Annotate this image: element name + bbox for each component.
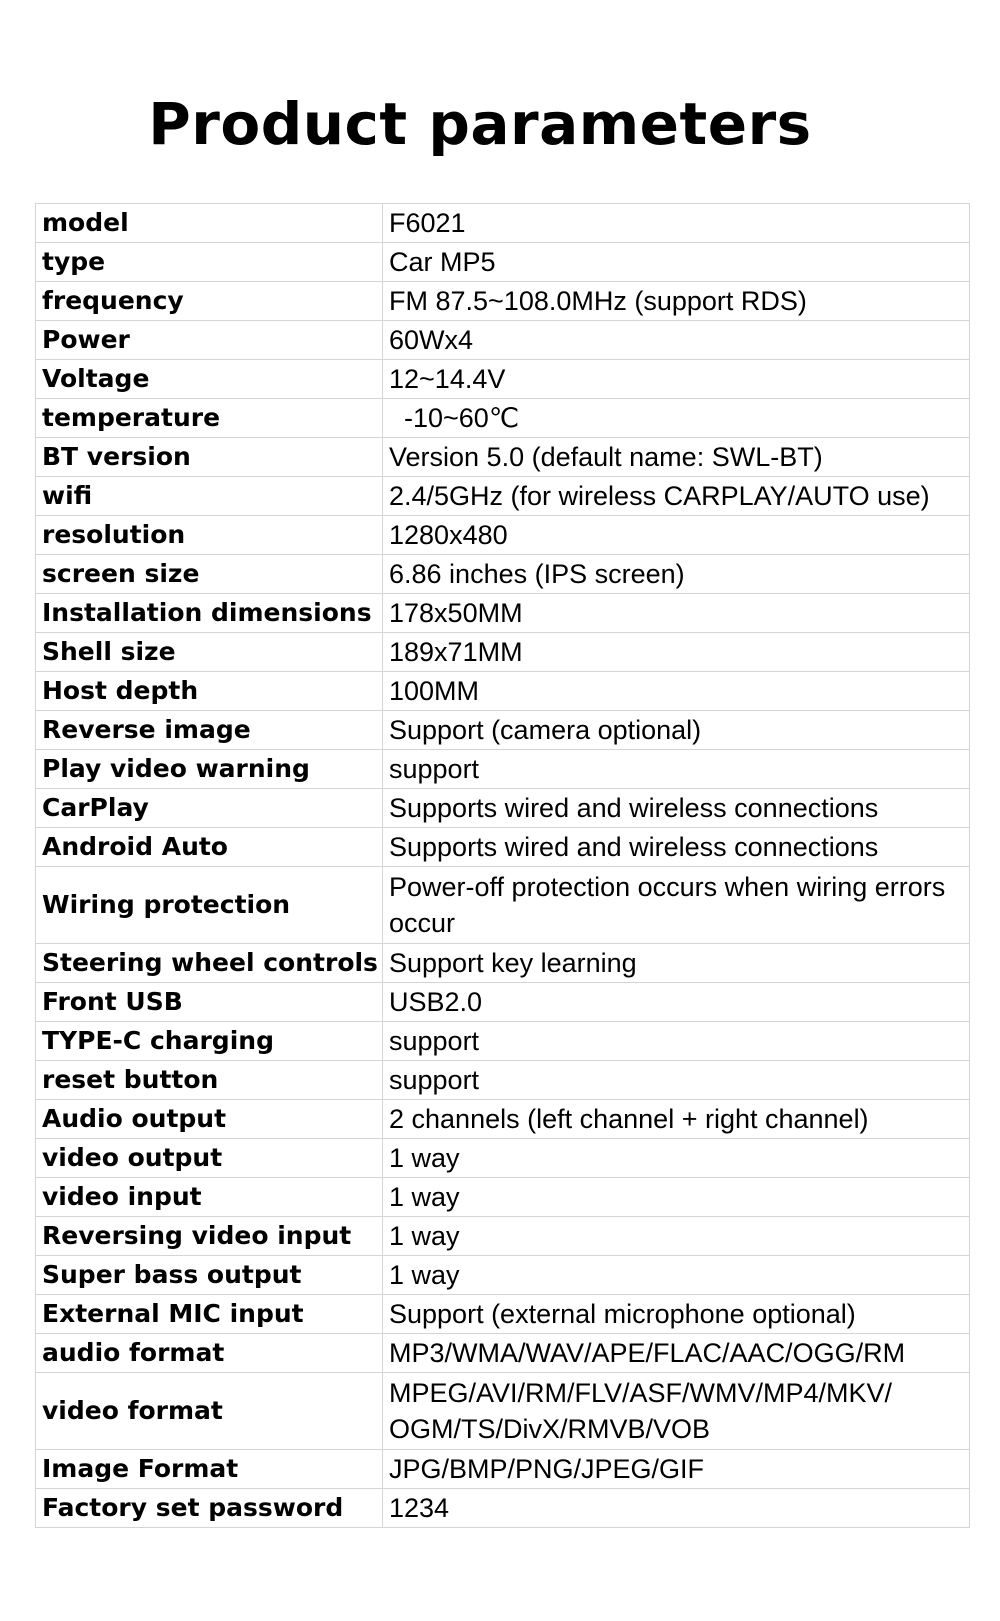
- spec-row: [36, 1061, 970, 1100]
- spec-value: Supports wired and wireless connections: [383, 789, 970, 828]
- spec-row: [36, 711, 970, 750]
- spec-value: USB2.0: [383, 983, 970, 1022]
- spec-row: [36, 399, 970, 438]
- spec-row: [36, 204, 970, 243]
- spec-label: Play video warning: [36, 750, 383, 789]
- spec-row: [36, 1295, 970, 1334]
- spec-value: 60Wx4: [383, 321, 970, 360]
- spec-row: [36, 1256, 970, 1295]
- spec-row: [36, 1178, 970, 1217]
- spec-label: Audio output: [36, 1100, 383, 1139]
- spec-label: Reversing video input: [36, 1217, 383, 1256]
- spec-row: [36, 867, 970, 944]
- spec-value: -10~60℃: [383, 399, 970, 438]
- spec-label: video format: [36, 1373, 383, 1450]
- spec-value: Supports wired and wireless connections: [383, 828, 970, 867]
- spec-label: reset button: [36, 1061, 383, 1100]
- spec-row: [36, 321, 970, 360]
- spec-value: Support (camera optional): [383, 711, 970, 750]
- spec-row: [36, 1022, 970, 1061]
- spec-row: [36, 594, 970, 633]
- spec-value: support: [383, 1061, 970, 1100]
- spec-value: Version 5.0 (default name: SWL-BT): [383, 438, 970, 477]
- spec-label: Shell size: [36, 633, 383, 672]
- spec-value: 100MM: [383, 672, 970, 711]
- spec-label: resolution: [36, 516, 383, 555]
- spec-label: screen size: [36, 555, 383, 594]
- spec-value: MPEG/AVI/RM/FLV/ASF/WMV/MP4/MKV/ OGM/TS/DivX/RMVB/VOB: [383, 1373, 970, 1450]
- spec-value: 1 way: [383, 1217, 970, 1256]
- spec-label: TYPE-C charging: [36, 1022, 383, 1061]
- spec-value: Support (external microphone optional): [383, 1295, 970, 1334]
- spec-value: support: [383, 750, 970, 789]
- spec-row: [36, 243, 970, 282]
- spec-label: frequency: [36, 282, 383, 321]
- spec-value: 1 way: [383, 1139, 970, 1178]
- spec-row: [36, 1139, 970, 1178]
- spec-label: video input: [36, 1178, 383, 1217]
- spec-value: 2.4/5GHz (for wireless CARPLAY/AUTO use): [383, 477, 970, 516]
- spec-label: External MIC input: [36, 1295, 383, 1334]
- spec-value: F6021: [383, 204, 970, 243]
- spec-value: 12~14.4V: [383, 360, 970, 399]
- spec-label: Power: [36, 321, 383, 360]
- spec-label: video output: [36, 1139, 383, 1178]
- spec-table-body: [36, 204, 970, 1528]
- spec-value: 1 way: [383, 1178, 970, 1217]
- spec-label: Voltage: [36, 360, 383, 399]
- spec-label: audio format: [36, 1334, 383, 1373]
- spec-row: [36, 750, 970, 789]
- spec-value: 2 channels (left channel + right channel): [383, 1100, 970, 1139]
- spec-label: BT version: [36, 438, 383, 477]
- spec-row: [36, 1217, 970, 1256]
- spec-row: [36, 477, 970, 516]
- spec-value: support: [383, 1022, 970, 1061]
- spec-label: Reverse image: [36, 711, 383, 750]
- spec-row: [36, 516, 970, 555]
- spec-value: 1234: [383, 1489, 970, 1528]
- spec-label: Front USB: [36, 983, 383, 1022]
- spec-row: [36, 438, 970, 477]
- spec-table: [35, 203, 970, 1528]
- spec-row: [36, 1100, 970, 1139]
- spec-value: MP3/WMA/WAV/APE/FLAC/AAC/OGG/RM: [383, 1334, 970, 1373]
- spec-row: [36, 1334, 970, 1373]
- spec-label: Installation dimensions: [36, 594, 383, 633]
- spec-value: Support key learning: [383, 944, 970, 983]
- spec-row: [36, 789, 970, 828]
- spec-row: [36, 633, 970, 672]
- spec-label: wifi: [36, 477, 383, 516]
- spec-row: [36, 1489, 970, 1528]
- spec-value: FM 87.5~108.0MHz (support RDS): [383, 282, 970, 321]
- spec-row: [36, 1373, 970, 1450]
- spec-label: CarPlay: [36, 789, 383, 828]
- spec-label: Android Auto: [36, 828, 383, 867]
- spec-value: Power-off protection occurs when wiring errors occur: [383, 867, 970, 944]
- spec-label: temperature: [36, 399, 383, 438]
- spec-row: [36, 555, 970, 594]
- spec-row: [36, 360, 970, 399]
- spec-value: 1 way: [383, 1256, 970, 1295]
- spec-label: Factory set password: [36, 1489, 383, 1528]
- spec-label: type: [36, 243, 383, 282]
- spec-row: [36, 672, 970, 711]
- spec-label: Image Format: [36, 1450, 383, 1489]
- spec-value: 1280x480: [383, 516, 970, 555]
- spec-label: Wiring protection: [36, 867, 383, 944]
- spec-value: 189x71MM: [383, 633, 970, 672]
- spec-label: Steering wheel controls: [36, 944, 383, 983]
- spec-label: model: [36, 204, 383, 243]
- spec-label: Super bass output: [36, 1256, 383, 1295]
- spec-value: 6.86 inches (IPS screen): [383, 555, 970, 594]
- spec-value: Car MP5: [383, 243, 970, 282]
- spec-label: Host depth: [36, 672, 383, 711]
- spec-row: [36, 983, 970, 1022]
- spec-row: [36, 282, 970, 321]
- spec-value: JPG/BMP/PNG/JPEG/GIF: [383, 1450, 970, 1489]
- spec-row: [36, 1450, 970, 1489]
- spec-value: 178x50MM: [383, 594, 970, 633]
- page-title: Product parameters: [148, 89, 812, 158]
- spec-row: [36, 944, 970, 983]
- spec-row: [36, 828, 970, 867]
